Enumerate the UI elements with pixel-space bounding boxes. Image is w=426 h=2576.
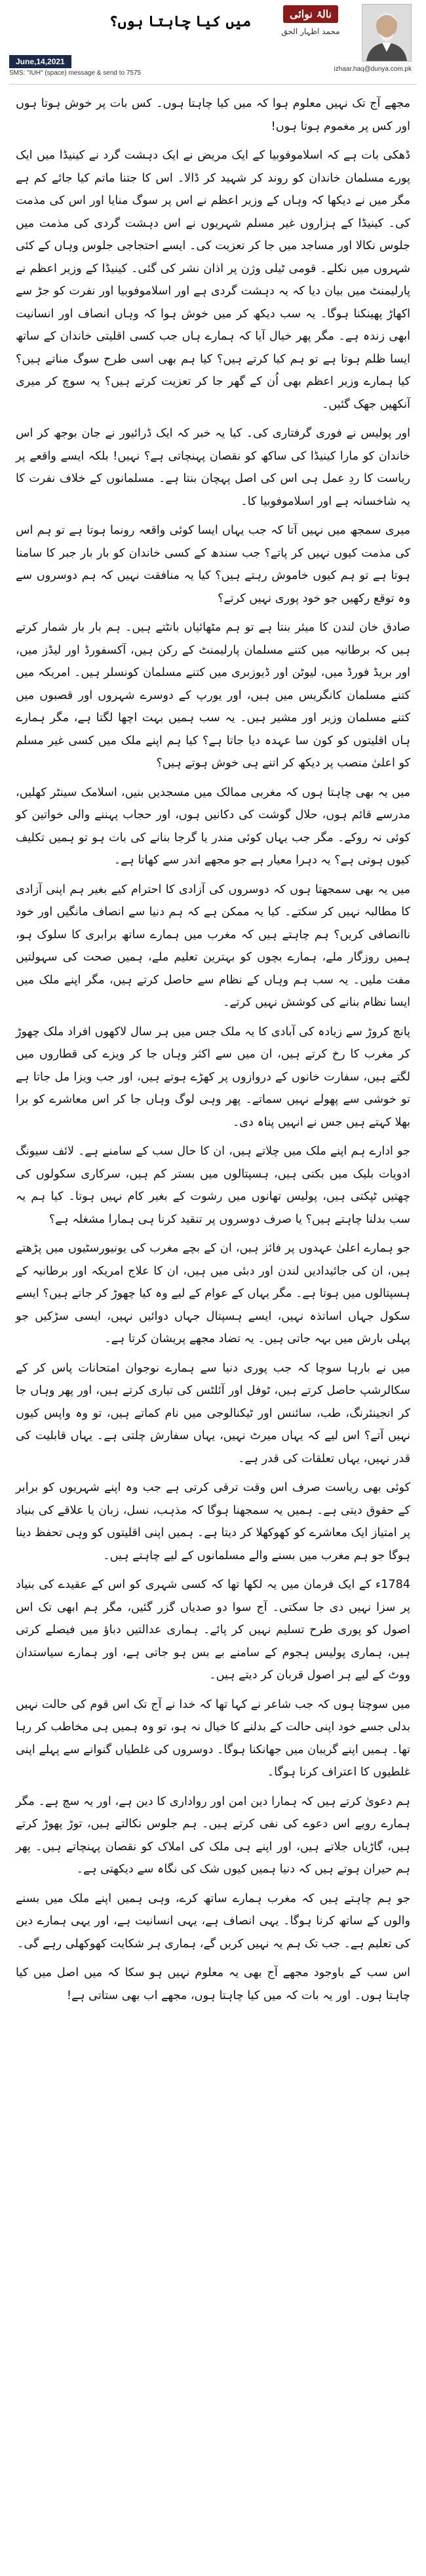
article-paragraph: میں یہ بھی چاہتا ہوں کہ مغربی ممالک میں مسجدیں بنیں، اسلامک سینٹر کھلیں، مدرسے قائم ہوں، حلال گوشت کی دکانیں ہوں، اور حجاب پہننے والی خواتین کو کوئی نہ روکے۔ مگر جب یہاں کوئی مندر یا گرجا بنانے کی بات ہو تو ہمیں تکلیف کیوں ہوتی ہے؟ یہ دہرا معیار ہے جو مجھے اندر سے کھاتا ہے۔ — [16, 785, 410, 867]
article-paragraph: ڈھکی بات ہے کہ اسلاموفوبیا کے ایک مریض نے ایک دہشت گرد نے کینیڈا میں ایک پورے مسلمان خاندان کو روند کر شہید کر ڈالا۔ اس کا جتنا ماتم کیا جائے کم ہے مگر میں نے دیکھا کہ وہاں کے وزیر اعظم نے اس پر سوگ منایا اور اس کی مذمت کی۔ کینیڈا کے ہزاروں غیر مسلم شہریوں نے اس دہشت گردی کی مذمت میں جلوس نکالا اور مساجد میں جا کر تعزیت کی۔ ایسے احتجاجی جلوس وہاں کے کئی شہروں میں نکلے۔ قومی ٹیلی وژن پر اذان نشر کی گئی۔ کینیڈا کے وزیر اعظم نے پارلیمنٹ میں بیان دیا کہ یہ دہشت گردی ہے اور اسلاموفوبیا اور نفرت کو جڑ سے اکھاڑ پھینکنا ہوگا۔ یہ سب دیکھ کر میں خوش ہوا کہ وہاں انصاف اور انسانیت ابھی زندہ ہے۔ مگر پھر خیال آیا کہ ہمارے ہاں جب کسی اقلیتی خاندان کے ساتھ ایسا ظلم ہوتا ہے تو ہم کیا کرتے ہیں؟ کیا ہم بھی اسی طرح سوگ مناتے ہیں؟ کیا ہمارے وزیر اعظم بھی اُن کے گھر جا کر تعزیت کرتے ہیں؟ یہ سوچ کر میری آنکھیں جھک گئیں۔ — [16, 149, 410, 411]
article-paragraph: صادق خان لندن کا میئر بنتا ہے تو ہم مٹھائیاں بانٹتے ہیں۔ ہم بار بار شمار کرتے ہیں کہ برطانیہ میں کتنے مسلمان پارلیمنٹ کے رکن ہیں، آکسفورڈ اور لیڈز میں، اور بریڈ فورڈ میں، لیوٹن اور ڈیوزبری میں کتنے مسلمان کونسلر ہیں۔ امریکہ میں کتنے مسلمان کانگریس میں ہیں، اور یورپ کے دوسرے شہروں اور قصبوں میں کتنے مسلمان وزیر اور مشیر ہیں۔ یہ سب ہمیں بہت اچھا لگتا ہے، مگر ہمارے ہاں اقلیتوں کو کون سا عہدہ دیا جاتا ہے؟ کیا ہم اپنے ملک میں کسی غیر مسلم کو اعلیٰ منصب پر دیکھ کر اتنے ہی خوش ہوتے ہیں؟ — [16, 621, 410, 770]
article-paragraph: میں یہ بھی سمجھتا ہوں کہ دوسروں کی آزادی کا احترام کیے بغیر ہم اپنی آزادی کا مطالبہ نہیں کر سکتے۔ کیا یہ ممکن ہے کہ ہم دنیا سے انصاف مانگیں اور خود ناانصافی کریں؟ ہم چاہتے ہیں کہ مغرب میں ہمارے ساتھ برابری کا سلوک ہو، ہمیں روزگار ملے، ہمارے بچوں کو بہترین تعلیم ملے، ہمیں صحت کی سہولتیں مفت ملیں۔ یہ سب ہم وہاں کے نظام سے حاصل کرتے ہیں، مگر اپنے ملک میں ایسا نظام بنانے کی کوشش نہیں کرتے۔ — [16, 882, 410, 1009]
author-email: izhaar.haq@dunya.com.pk — [334, 66, 412, 73]
article-paragraph: اس سب کے باوجود مجھے آج بھی یہ معلوم نہیں ہو سکا کہ میں اصل میں کیا چاہتا ہوں۔ اور یہ بات کہ میں کیا چاہتا ہوں، مجھے اب بھی ستاتی ہے! — [16, 1966, 410, 2002]
article-paragraph: میں نے بارہا سوچا کہ جب پوری دنیا سے ہمارے نوجوان امتحانات پاس کر کے سکالرشپ حاصل کرتے ہیں، ٹوفل اور آئلٹس کی تیاری کرتے ہیں، اور پھر وہاں جا کر انجینئرنگ، طب، سائنس اور ٹیکنالوجی میں نام کماتے ہیں، تو وہ واپس کیوں نہیں آتے؟ اس لیے کہ یہاں میرٹ نہیں، یہاں سفارش چلتی ہے۔ یہاں قابلیت کی قدر نہیں، یہاں تعلقات کی قدر ہے۔ — [16, 1361, 410, 1465]
column-logo: نالۂ نوائی — [283, 5, 338, 23]
column-header — [9, 0, 417, 85]
article-paragraph: جو ہمارے اعلیٰ عہدوں پر فائز ہیں، ان کے بچے مغرب کی یونیورسٹیوں میں پڑھتے ہیں، ان کی جائیدادیں لندن اور دبئی میں ہیں، ان کا علاج امریکہ اور برطانیہ کے ہسپتالوں میں ہوتا ہے۔ مگر یہاں کے عوام کے لیے وہ کیا چھوڑ کر جاتے ہیں؟ ایسے سکول جہاں اساتذہ نہیں، ایسے ہسپتال جہاں دوائیں نہیں، ایسی سڑکیں جو پہلی بارش میں بہہ جاتی ہیں۔ یہ تضاد مجھے پریشان کرتا ہے۔ — [16, 1242, 410, 1345]
author-photo — [362, 4, 412, 62]
article-body — [9, 85, 417, 2007]
sms-instruction: SMS: "IUH" (space) message & send to 7575 — [9, 69, 142, 77]
author-photo-icon — [362, 5, 411, 61]
article-paragraph: 1784ء کے ایک فرمان میں یہ لکھا تھا کہ کسی شہری کو اس کے عقیدے کی بنیاد پر سزا نہیں دی جا سکتی۔ آج سوا دو صدیاں گزر گئیں، مگر ہم ابھی تک اس اصول کو پوری طرح تسلیم نہیں کر پائے۔ ہماری عدالتیں دباؤ میں فیصلے کرتی ہیں، ہماری پولیس ہجوم کے سامنے بے بس ہو جاتی ہے، اور ہمارے سیاستدان ووٹ کے لیے ہر اصول قربان کر دیتے ہیں۔ — [16, 1578, 410, 1682]
column-title: میں کیا چاہتا ہوں؟ — [109, 13, 252, 30]
author-name: محمد اظہار الحق — [281, 27, 340, 36]
article-paragraph: مجھے آج تک نہیں معلوم ہوا کہ میں کیا چاہتا ہوں۔ کس بات پر خوش ہوتا ہوں اور کس پر مغموم ہوتا ہوں! — [16, 97, 410, 133]
article-paragraph: پانچ کروڑ سے زیادہ کی آبادی کا یہ ملک جس میں ہر سال لاکھوں افراد ملک چھوڑ کر مغرب کا رخ کرتے ہیں، ان میں سے اکثر وہاں جا کر ویزے کی قطاروں میں لگتے ہیں، سفارت خانوں کے دروازوں پر کھڑے ہوتے ہیں، اور جب ویزا مل جاتا ہے تو خوشی سے پھولے نہیں سماتے۔ پھر وہی لوگ وہاں جا کر اس معاشرے کو برا بھلا کہتے ہیں جس نے انہیں پناہ دی۔ — [16, 1025, 410, 1129]
article-paragraph: میری سمجھ میں نہیں آتا کہ جب یہاں ایسا کوئی واقعہ رونما ہوتا ہے تو ہم اس کی مذمت کیوں نہیں کر پاتے؟ جب سندھ کے کسی خاندان کو بار بار جبر کا سامنا ہوتا ہے تو ہم کیوں خاموش رہتے ہیں؟ کیا یہ منافقت نہیں کہ ہم دوسروں سے وہ توقع رکھیں جو خود پوری نہیں کرتے؟ — [16, 524, 410, 605]
article-paragraph: میں سوچتا ہوں کہ جب شاعر نے کہا تھا کہ خدا نے آج تک اس قوم کی حالت نہیں بدلی جسے خود اپنی حالت کے بدلنے کا خیال نہ ہو، تو وہ ہمیں ہی مخاطب کر رہا تھا۔ ہمیں اپنے گریبان میں جھانکنا ہوگا۔ دوسروں کی غلطیاں گنوانے سے پہلے اپنی غلطیوں کا اعتراف کرنا ہوگا۔ — [16, 1697, 410, 1779]
article-paragraph: اور پولیس نے فوری گرفتاری کی۔ کیا یہ خبر کہ ایک ڈرائیور نے جان بوجھ کر اس خاندان کو مارا کینیڈا کی ساکھ کو نقصان پہنچاتی ہے؟ نہیں! بلکہ ایسے واقعے پر ریاست کا ردِ عمل ہی اس کی اصل پہچان بنتا ہے۔ مسلمانوں کے خلاف نفرت کا یہ شاخسانہ ہے اور اسلاموفوبیا کا۔ — [16, 427, 410, 508]
article-paragraph: جو ہم چاہتے ہیں کہ مغرب ہمارے ساتھ کرے، وہی ہمیں اپنے ملک میں بسنے والوں کے ساتھ کرنا ہوگا۔ یہی انصاف ہے، یہی انسانیت ہے، اور یہی ہمارے دین کی تعلیم ہے۔ جب تک ہم یہ نہیں کریں گے، ہماری ہر شکایت کھوکھلی رہے گی۔ — [16, 1892, 410, 1951]
article-paragraph: جو ادارے ہم اپنے ملک میں چلاتے ہیں، ان کا حال سب کے سامنے ہے۔ لائف سیونگ ادویات بلیک میں بکتی ہیں، ہسپتالوں میں بستر کم ہیں، سرکاری سکولوں کی چھتیں ٹپکتی ہیں، پولیس تھانوں میں رشوت کے بغیر کام نہیں ہوتا۔ کیا ہم یہ سب بدلنا چاہتے ہیں؟ یا صرف دوسروں پر تنقید کرنا ہی ہمارا مشغلہ ہے؟ — [16, 1145, 410, 1226]
publish-date: June,14,2021 — [9, 55, 71, 68]
column-brand — [265, 5, 357, 36]
article-paragraph: ہم دعویٰ کرتے ہیں کہ ہمارا دین امن اور رواداری کا دین ہے، اور یہ سچ ہے۔ مگر ہمارے رویے اس دعوے کی نفی کرتے ہیں۔ ہم جلوس نکالتے ہیں، توڑ پھوڑ کرتے ہیں، گاڑیاں جلاتے ہیں، اور اپنے ہی ملک کی املاک کو نقصان پہنچاتے ہیں۔ پھر ہم حیران ہوتے ہیں کہ دنیا ہمیں کیوں شک کی نگاہ سے دیکھتی ہے۔ — [16, 1794, 410, 1876]
article-paragraph: کوئی بھی ریاست صرف اس وقت ترقی کرتی ہے جب وہ اپنے شہریوں کو برابر کے حقوق دیتی ہے۔ ہمیں یہ سمجھنا ہوگا کہ مذہب، نسل، زبان یا علاقے کی بنیاد پر امتیاز ایک معاشرے کو کھوکھلا کر دیتا ہے۔ ہمیں اپنی اقلیتوں کو وہی تحفظ دینا ہوگا جو ہم مغرب میں بسنے والے مسلمانوں کے لیے چاہتے ہیں۔ — [16, 1481, 410, 1562]
